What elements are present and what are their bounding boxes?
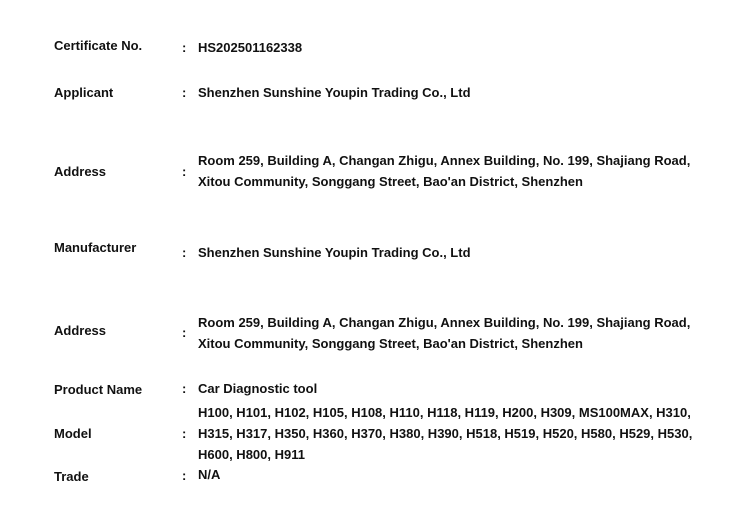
- applicant-address-line2: Xitou Community, Songgang Street, Bao'an District, Shenzhen: [198, 174, 583, 189]
- certificate-colon: :: [182, 40, 187, 55]
- applicant-address-label: Address: [54, 164, 107, 179]
- model-line3: H600, H800, H911: [198, 447, 305, 462]
- applicant-name: Shenzhen Sunshine Youpin Trading Co., Ltd: [198, 85, 471, 100]
- manufacturer-address-line1: Room 259, Building A, Changan Zhigu, Annex Building, No. 199, Shajiang Road,: [198, 315, 691, 330]
- manufacturer-address-line2: Xitou Community, Songgang Street, Bao'an District, Shenzhen: [198, 336, 583, 351]
- applicant-address-colon: :: [182, 164, 187, 179]
- model-line2: H315, H317, H350, H360, H370, H380, H390, H518, H519, H520, H580, H529, H530,: [198, 426, 693, 441]
- model-label: Model: [54, 426, 92, 441]
- applicant-label: Applicant: [54, 85, 114, 100]
- manufacturer-colon: :: [182, 245, 187, 260]
- trade-label: Trade: [54, 469, 89, 484]
- trade-colon: :: [182, 468, 187, 483]
- manufacturer-name: Shenzhen Sunshine Youpin Trading Co., Ltd: [198, 245, 471, 260]
- product-name-colon: :: [182, 381, 187, 396]
- applicant-address-line1: Room 259, Building A, Changan Zhigu, Annex Building, No. 199, Shajiang Road,: [198, 153, 691, 168]
- model-line1: H100, H101, H102, H105, H108, H110, H118, H119, H200, H309, MS100MAX, H310,: [198, 405, 691, 420]
- model-colon: :: [182, 426, 187, 441]
- manufacturer-address-label: Address: [54, 323, 107, 338]
- product-name-value: Car Diagnostic tool: [198, 381, 318, 396]
- manufacturer-address-colon: :: [182, 325, 187, 340]
- product-name-label: Product Name: [54, 382, 143, 397]
- certificate-number: HS202501162338: [198, 40, 303, 55]
- certificate-label: Certificate No.: [54, 38, 143, 53]
- trade-value: N/A: [198, 467, 221, 482]
- manufacturer-label: Manufacturer: [54, 240, 137, 255]
- applicant-colon: :: [182, 85, 187, 100]
